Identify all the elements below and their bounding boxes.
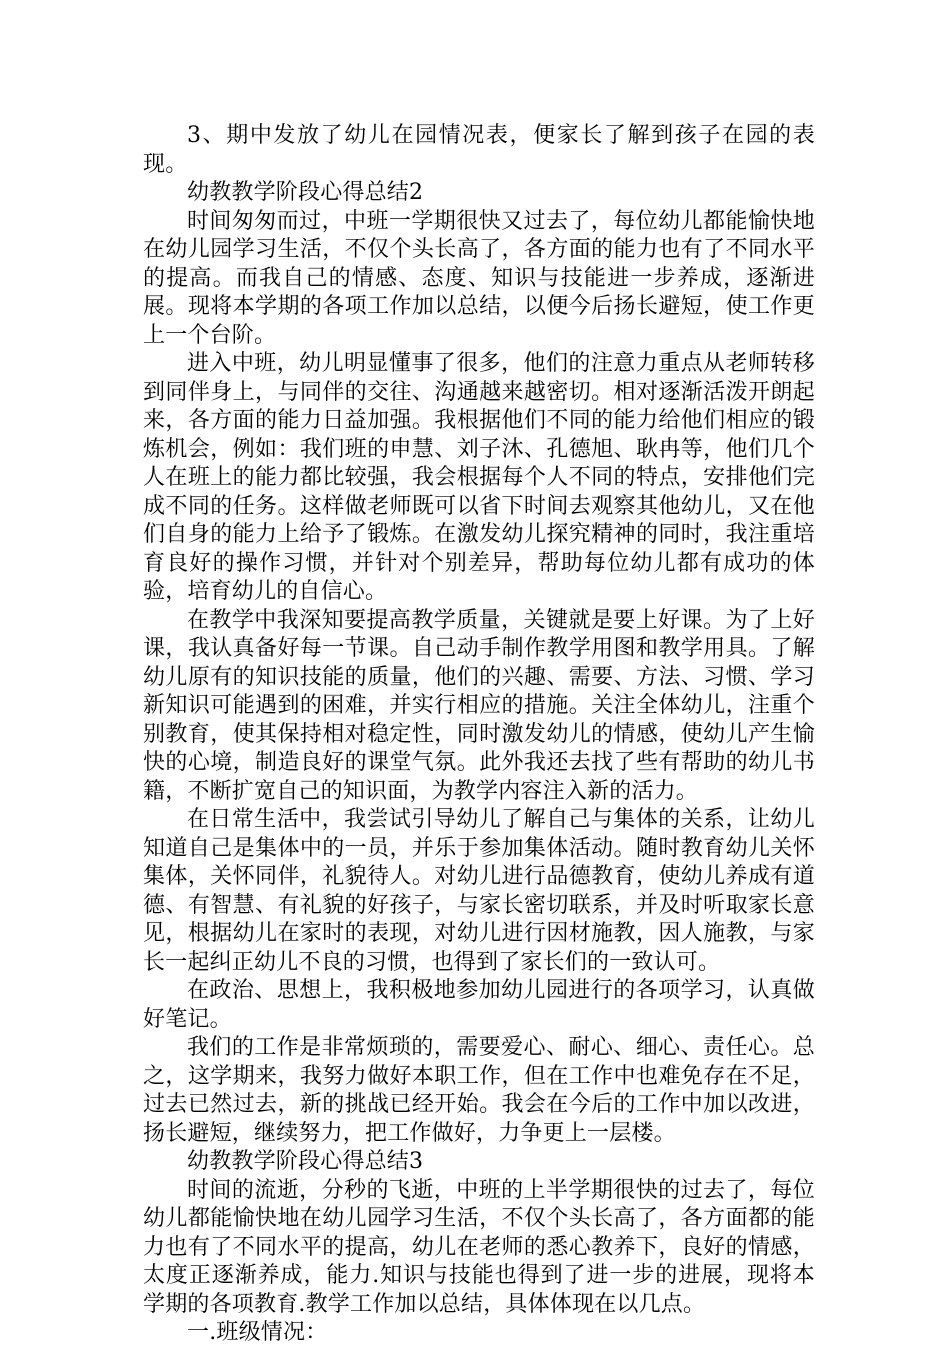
paragraph: 3、期中发放了幼儿在园情况表，便家长了解到孩子在园的表现。 <box>143 123 815 177</box>
section-heading: 幼教教学阶段心得总结2 <box>187 180 424 205</box>
paragraph: 在日常生活中，我尝试引导幼儿了解自己与集体的关系，让幼儿知道自己是集体中的一员，并乐于参加集体活动。随时教育幼儿关怀集体，关怀同伴，礼貌待人。对幼儿进行品德教育，使幼儿养成有道德、有智慧、有礼貌的好孩子，与家长密切联系，并及时听取家长意见，根据幼儿在家时的表现，对幼儿进行因材施教，因人施教，与家长一起纠正幼儿不良的习惯，也得到了家长们的一致认可。 <box>143 807 815 975</box>
paragraph: 时间的流逝，分秒的飞逝，中班的上半学期很快的过去了，每位幼儿都能愉快地在幼儿园学习生活，不仅个头长高了，各方面都的能力也有了不同水平的提高，幼儿在老师的悉心教养下，良好的情感，太度正逐渐养成，能力.知识与技能也得到了进一步的进展，现将本学期的各项教育.教学工作加以总结，具体体现在以几点。 <box>143 1177 815 1317</box>
section-heading: 一.班级情况： <box>187 1320 328 1345</box>
paragraph: 我们的工作是非常烦琐的，需要爱心、耐心、细心、责任心。总之，这学期来，我努力做好本职工作，但在工作中也难免存在不足，过去已然过去，新的挑战已经开始。我会在今后的工作中加以改进，扬长避短，继续努力，把工作做好，力争更上一层楼。 <box>143 1035 815 1146</box>
paragraph: 在政治、思想上，我积极地参加幼儿园进行的各项学习，认真做好笔记。 <box>143 978 815 1032</box>
paragraph: 时间匆匆而过，中班一学期很快又过去了，每位幼儿都能愉快地在幼儿园学习生活，不仅个头长高了，各方面的能力也有了不同水平的提高。而我自己的情感、态度、知识与技能进一步养成，逐渐进展。现将本学期的各项工作加以总结，以便今后扬长避短，使工作更上一个台阶。 <box>143 208 815 348</box>
paragraph: 进入中班，幼儿明显懂事了很多，他们的注意力重点从老师转移到同伴身上，与同伴的交往、沟通越来越密切。相对逐渐活泼开朗起来，各方面的能力日益加强。我根据他们不同的能力给他们相应的锻炼机会，例如：我们班的申慧、刘子沐、孔德旭、耿冉等，他们几个人在班上的能力都比较强，我会根据每个人不同的特点，安排他们完成不同的任务。这样做老师既可以省下时间去观察其他幼儿，又在他们自身的能力上给予了锻炼。在激发幼儿探究精神的同时，我注重培育良好的操作习惯，并针对个别差异，帮助每位幼儿都有成功的体验，培育幼儿的自信心。 <box>143 351 815 604</box>
paragraph: 在教学中我深知要提高教学质量，关键就是要上好课。为了上好课，我认真备好每一节课。自己动手制作教学用图和教学用具。了解幼儿原有的知识技能的质量，他们的兴趣、需要、方法、习惯、学习新知识可能遇到的困难，并实行相应的措施。关注全体幼儿，注重个别教育，使其保持相对稳定性，同时激发幼儿的情感，使幼儿产生愉快的心境，制造良好的课堂气氛。此外我还去找了些有帮助的幼儿书籍，不断扩宽自己的知识面，为教学内容注入新的活力。 <box>143 607 815 804</box>
section-heading: 幼教教学阶段心得总结3 <box>187 1149 424 1174</box>
document-body <box>143 122 815 1348</box>
